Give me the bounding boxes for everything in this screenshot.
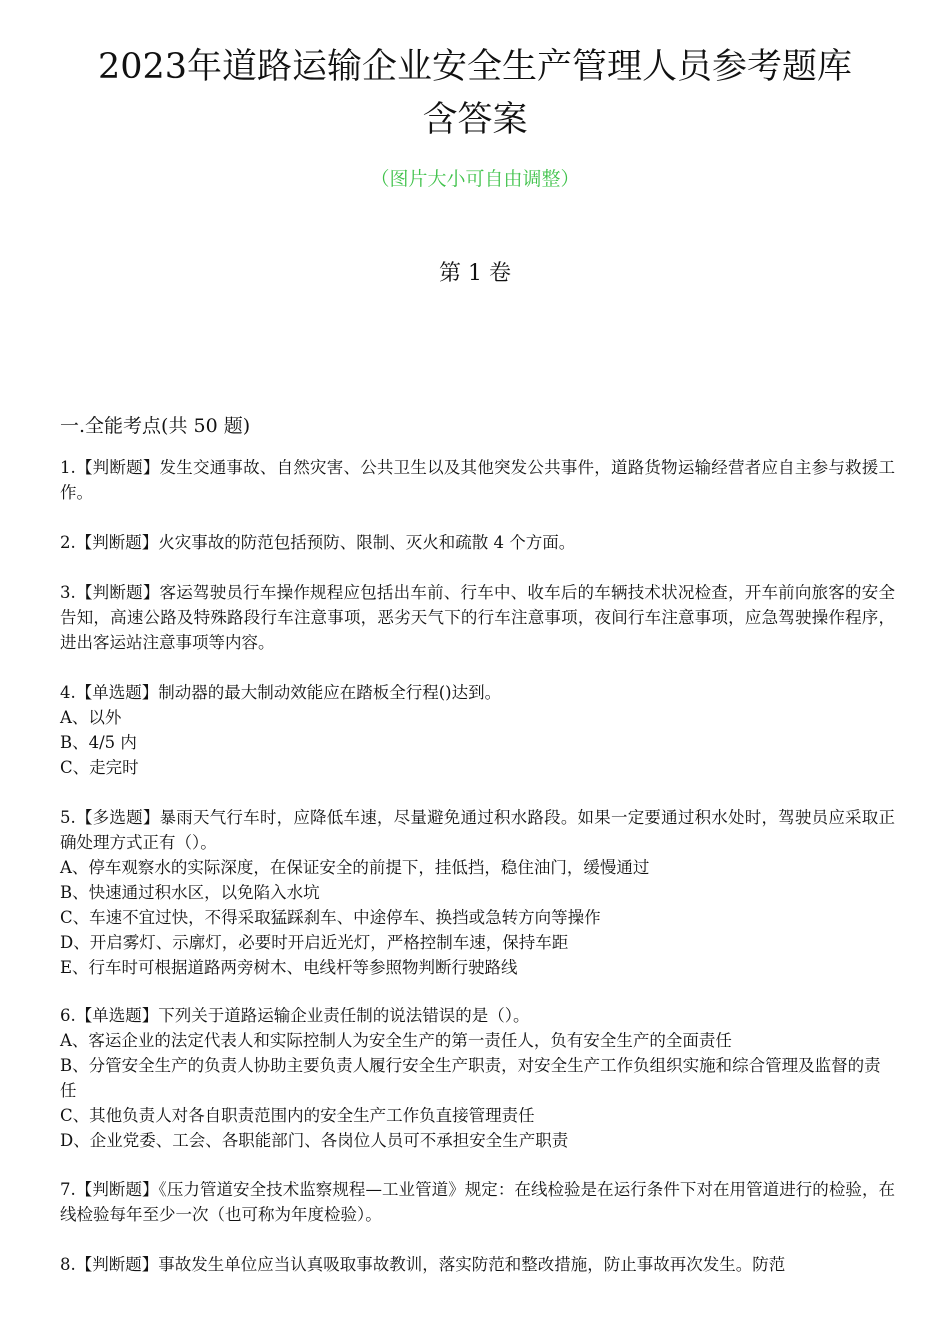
question-7 bbox=[60, 1177, 895, 1227]
question-stem: 7.【判断题】《压力管道安全技术监察规程—工业管道》规定：在线检验是在运行条件下对在用管道进行的检验，在线检验每年至少一次（也可称为年度检验）。 bbox=[60, 1180, 895, 1224]
question-option: E、行车时可根据道路两旁树木、电线杆等参照物判断行驶路线 bbox=[60, 958, 518, 977]
question-stem: 2.【判断题】火灾事故的防范包括预防、限制、灭火和疏散 4 个方面。 bbox=[60, 533, 576, 552]
question-option: A、停车观察水的实际深度，在保证安全的前提下，挂低挡，稳住油门，缓慢通过 bbox=[60, 858, 650, 877]
question-2 bbox=[60, 530, 895, 555]
question-stem: 3.【判断题】客运驾驶员行车操作规程应包括出车前、行车中、收车后的车辆技术状况检查，开车前向旅客的安全告知，高速公路及特殊路段行车注意事项，恶劣天气下的行车注意事项，夜间行车注意事项，应急驾驶操作程序，进出客运站注意事项等内容。 bbox=[60, 583, 895, 652]
question-option: A、客运企业的法定代表人和实际控制人为安全生产的第一责任人，负有安全生产的全面责任 bbox=[60, 1031, 732, 1050]
question-option: B、分管安全生产的负责人协助主要负责人履行安全生产职责，对安全生产工作负组织实施和综合管理及监督的责任 bbox=[60, 1056, 881, 1100]
question-option: C、其他负责人对各自职责范围内的安全生产工作负直接管理责任 bbox=[60, 1106, 535, 1125]
question-option: D、开启雾灯、示廓灯，必要时开启近光灯，严格控制车速，保持车距 bbox=[60, 933, 569, 952]
question-1 bbox=[60, 455, 895, 505]
volume-heading: 第 1 卷 bbox=[439, 261, 511, 286]
document-title-line2: 含答案 bbox=[422, 100, 528, 140]
section-heading: 一.全能考点(共 50 题) bbox=[60, 415, 251, 437]
question-option: C、车速不宜过快，不得采取猛踩刹车、中途停车、换挡或急转方向等操作 bbox=[60, 908, 601, 927]
question-option: C、走完时 bbox=[60, 758, 139, 777]
question-stem: 6.【单选题】下列关于道路运输企业责任制的说法错误的是（）。 bbox=[60, 1006, 530, 1025]
document-title-line1: 2023年道路运输企业安全生产管理人员参考题库 bbox=[97, 47, 853, 87]
question-3 bbox=[60, 580, 895, 655]
document-subtitle: （图片大小可自由调整） bbox=[370, 168, 580, 190]
question-stem: 4.【单选题】制动器的最大制动效能应在踏板全行程()达到。 bbox=[60, 683, 502, 702]
question-stem: 8.【判断题】事故发生单位应当认真吸取事故教训，落实防范和整改措施，防止事故再次发生。防范 bbox=[60, 1255, 786, 1274]
question-stem: 1.【判断题】发生交通事故、自然灾害、公共卫生以及其他突发公共事件，道路货物运输经营者应自主参与救援工作。 bbox=[60, 458, 895, 502]
question-option: A、以外 bbox=[60, 708, 122, 727]
question-option: B、4/5 内 bbox=[60, 733, 137, 752]
question-stem: 5.【多选题】暴雨天气行车时，应降低车速，尽量避免通过积水路段。如果一定要通过积水处时，驾驶员应采取正确处理方式正有（）。 bbox=[60, 808, 895, 852]
question-option: B、快速通过积水区，以免陷入水坑 bbox=[60, 883, 320, 902]
question-8 bbox=[60, 1252, 895, 1277]
question-5 bbox=[60, 805, 895, 980]
question-6 bbox=[60, 1003, 895, 1153]
question-option: D、企业党委、工会、各职能部门、各岗位人员可不承担安全生产职责 bbox=[60, 1131, 569, 1150]
question-4 bbox=[60, 680, 895, 780]
